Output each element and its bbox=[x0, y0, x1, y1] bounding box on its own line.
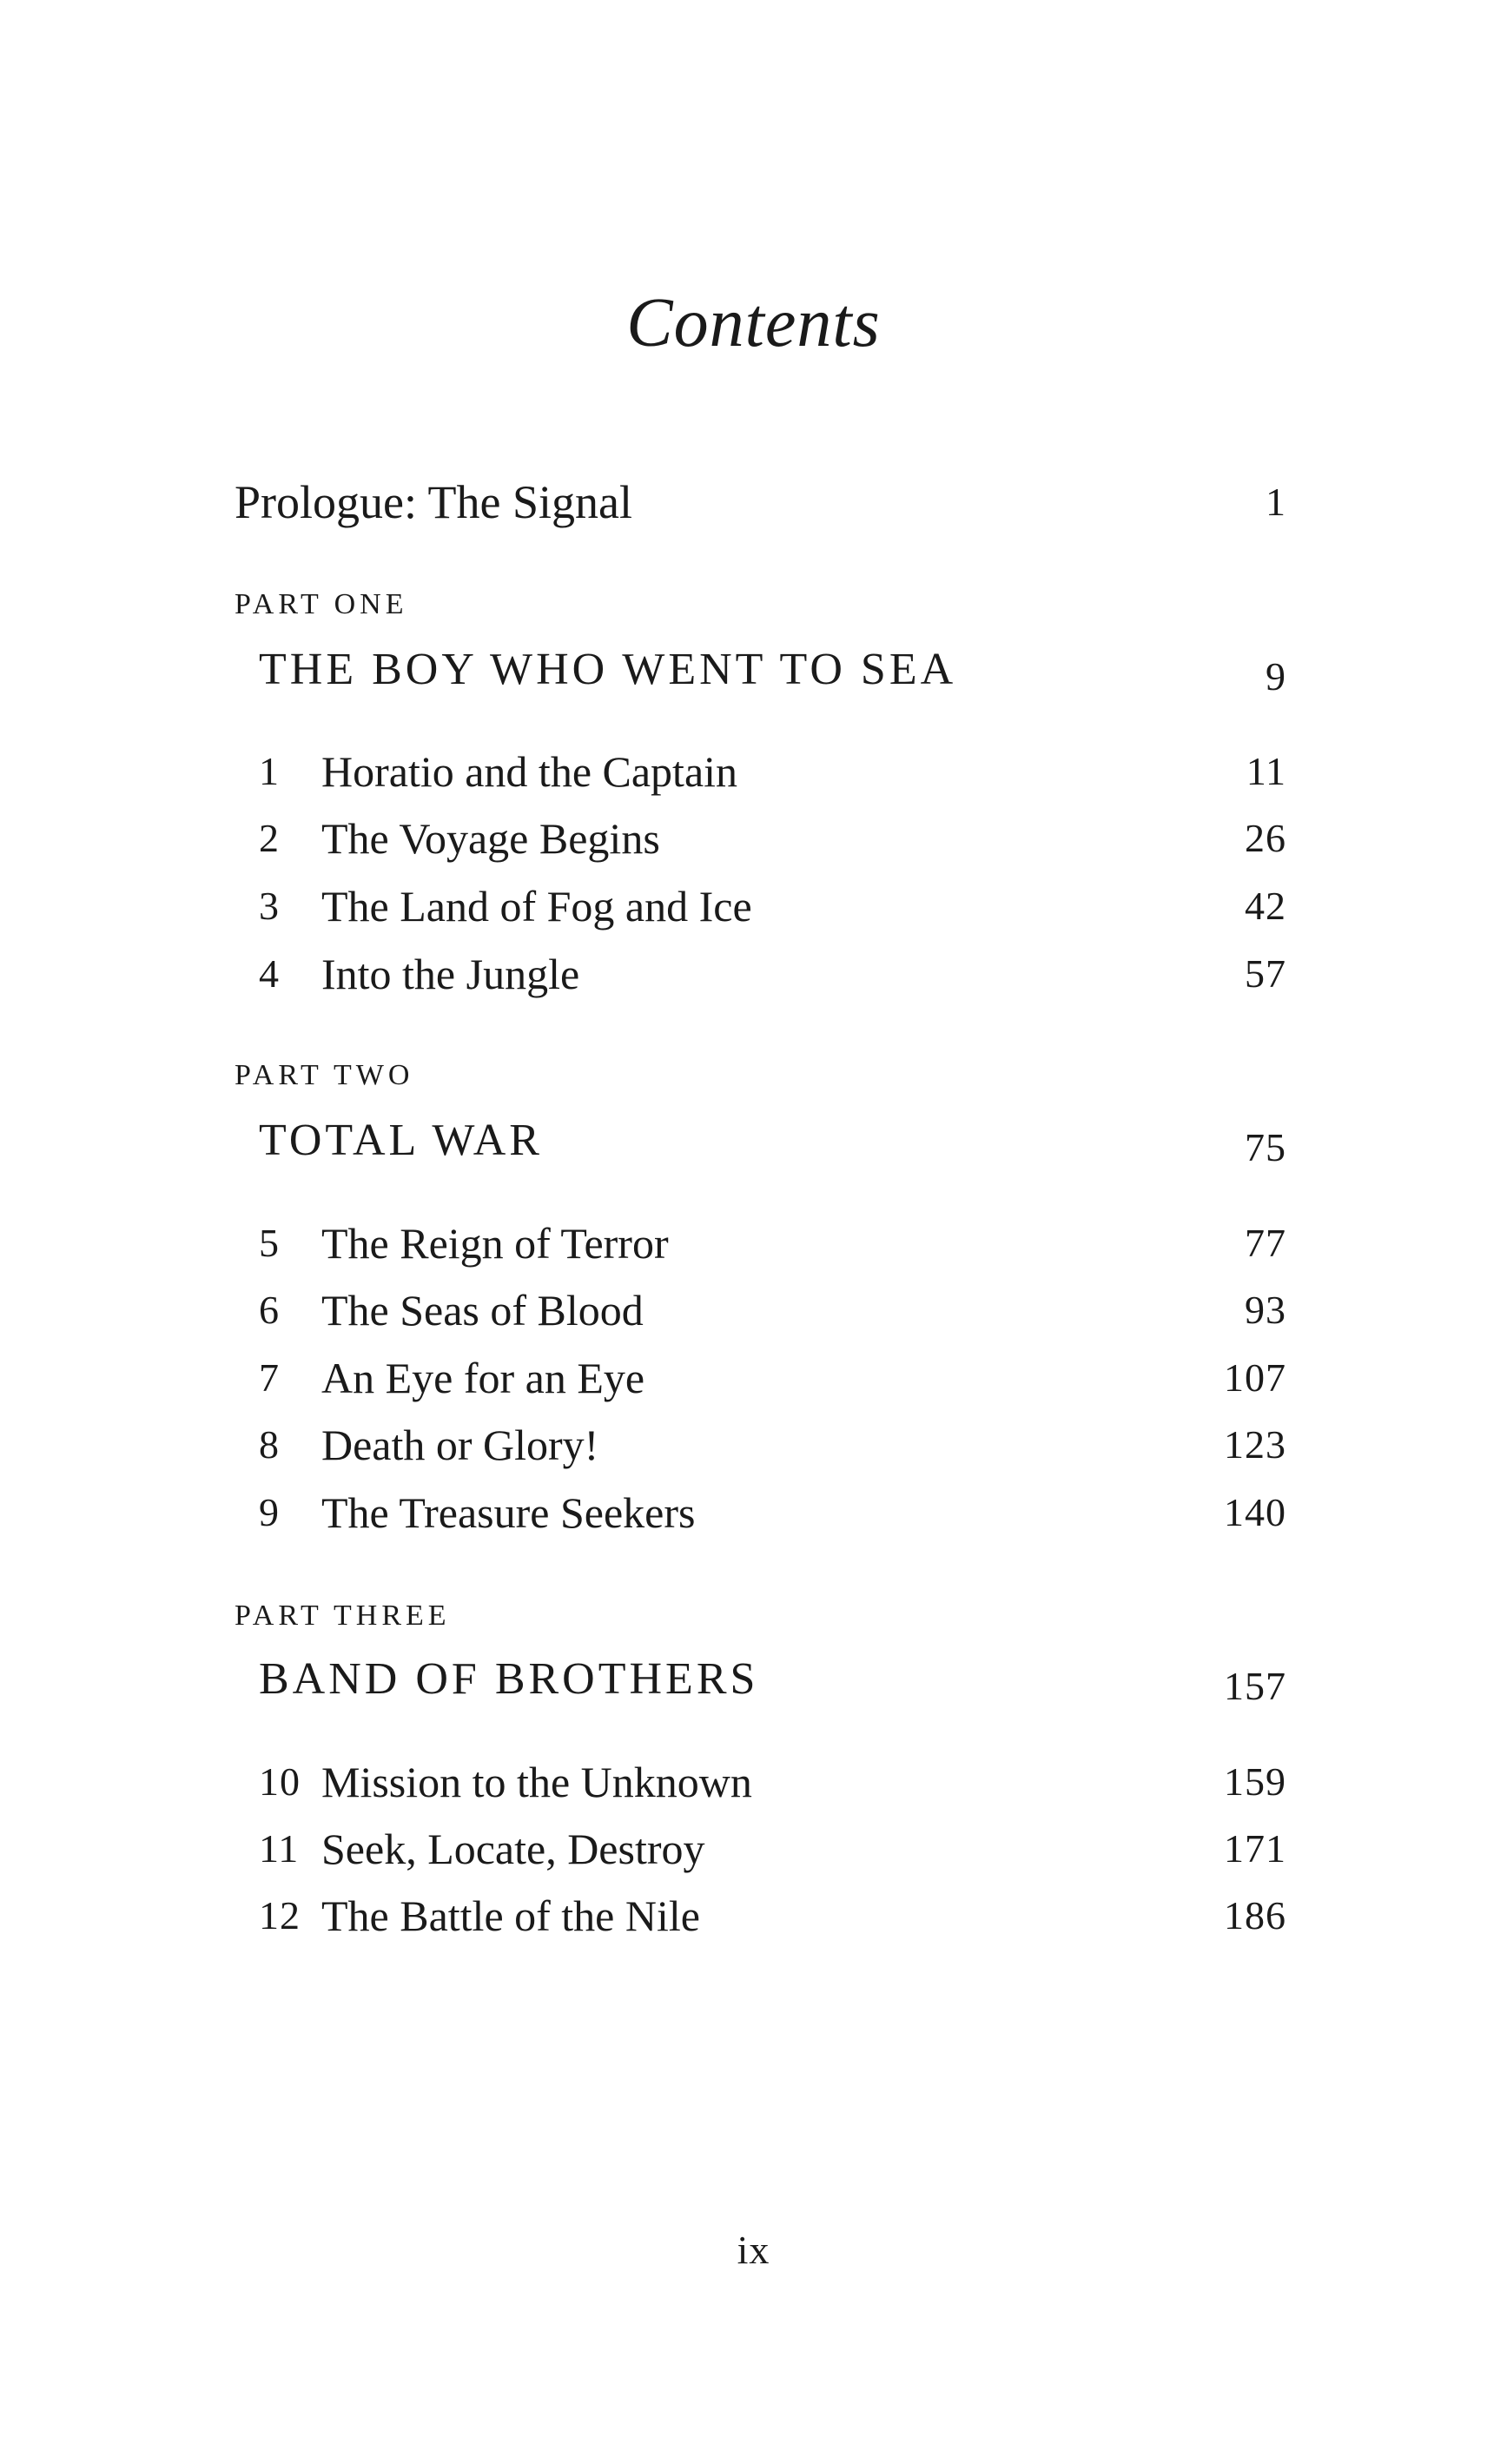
chapter-number: 11 bbox=[259, 1826, 300, 1871]
toc-entry-page: 159 bbox=[1224, 1759, 1286, 1804]
toc-entry-page: 140 bbox=[1224, 1490, 1286, 1534]
chapter-number: 5 bbox=[259, 1221, 280, 1265]
part-title: TOTAL WAR bbox=[259, 1116, 543, 1165]
toc-entry-page: 75 bbox=[1245, 1125, 1286, 1169]
toc-entry-page: 186 bbox=[1224, 1893, 1286, 1937]
chapter-number: 4 bbox=[259, 951, 280, 996]
toc-entry-page: 123 bbox=[1224, 1422, 1286, 1467]
chapter-number: 7 bbox=[259, 1355, 280, 1400]
chapter-title: Seek, Locate, Destroy bbox=[321, 1825, 705, 1873]
toc-entry-page: 107 bbox=[1224, 1355, 1286, 1400]
chapter-number: 12 bbox=[259, 1893, 301, 1937]
chapter-title: The Reign of Terror bbox=[321, 1219, 669, 1268]
toc-entry-page: 57 bbox=[1245, 951, 1286, 996]
page-title: Contents bbox=[626, 285, 881, 361]
part-title: THE BOY WHO WENT TO SEA bbox=[259, 645, 957, 694]
part-label: PART TWO bbox=[235, 1059, 414, 1091]
chapter-number: 10 bbox=[259, 1759, 301, 1804]
toc-entry-page: 171 bbox=[1224, 1826, 1286, 1871]
part-title: BAND OF BROTHERS bbox=[259, 1654, 759, 1704]
page-folio: ix bbox=[737, 2228, 770, 2272]
toc-entry-title: Prologue: The Signal bbox=[235, 476, 632, 528]
chapter-title: Into the Jungle bbox=[321, 950, 580, 998]
chapter-title: Death or Glory! bbox=[321, 1421, 599, 1469]
chapter-number: 6 bbox=[259, 1288, 280, 1332]
chapter-number: 9 bbox=[259, 1490, 280, 1534]
toc-entry-page: 93 bbox=[1245, 1288, 1286, 1332]
toc-entry-page: 11 bbox=[1246, 749, 1286, 793]
chapter-title: An Eye for an Eye bbox=[321, 1354, 645, 1402]
chapter-title: The Battle of the Nile bbox=[321, 1891, 700, 1940]
chapter-title: The Voyage Begins bbox=[321, 814, 660, 863]
chapter-title: The Land of Fog and Ice bbox=[321, 882, 752, 931]
toc-entry-page: 1 bbox=[1266, 480, 1286, 524]
chapter-title: The Treasure Seekers bbox=[321, 1488, 696, 1537]
toc-entry-page: 26 bbox=[1245, 816, 1286, 860]
chapter-title: The Seas of Blood bbox=[321, 1286, 644, 1335]
part-label: PART ONE bbox=[235, 588, 408, 620]
toc-entry-page: 77 bbox=[1245, 1221, 1286, 1265]
chapter-title: Horatio and the Captain bbox=[321, 747, 738, 796]
chapter-number: 2 bbox=[259, 816, 280, 860]
chapter-number: 8 bbox=[259, 1422, 280, 1467]
toc-entry-page: 42 bbox=[1245, 884, 1286, 928]
toc-entry-page: 9 bbox=[1266, 654, 1286, 699]
chapter-number: 3 bbox=[259, 884, 280, 928]
chapter-number: 1 bbox=[259, 749, 280, 793]
toc-entry-page: 157 bbox=[1224, 1664, 1286, 1708]
chapter-title: Mission to the Unknown bbox=[321, 1758, 752, 1806]
part-label: PART THREE bbox=[235, 1600, 451, 1632]
